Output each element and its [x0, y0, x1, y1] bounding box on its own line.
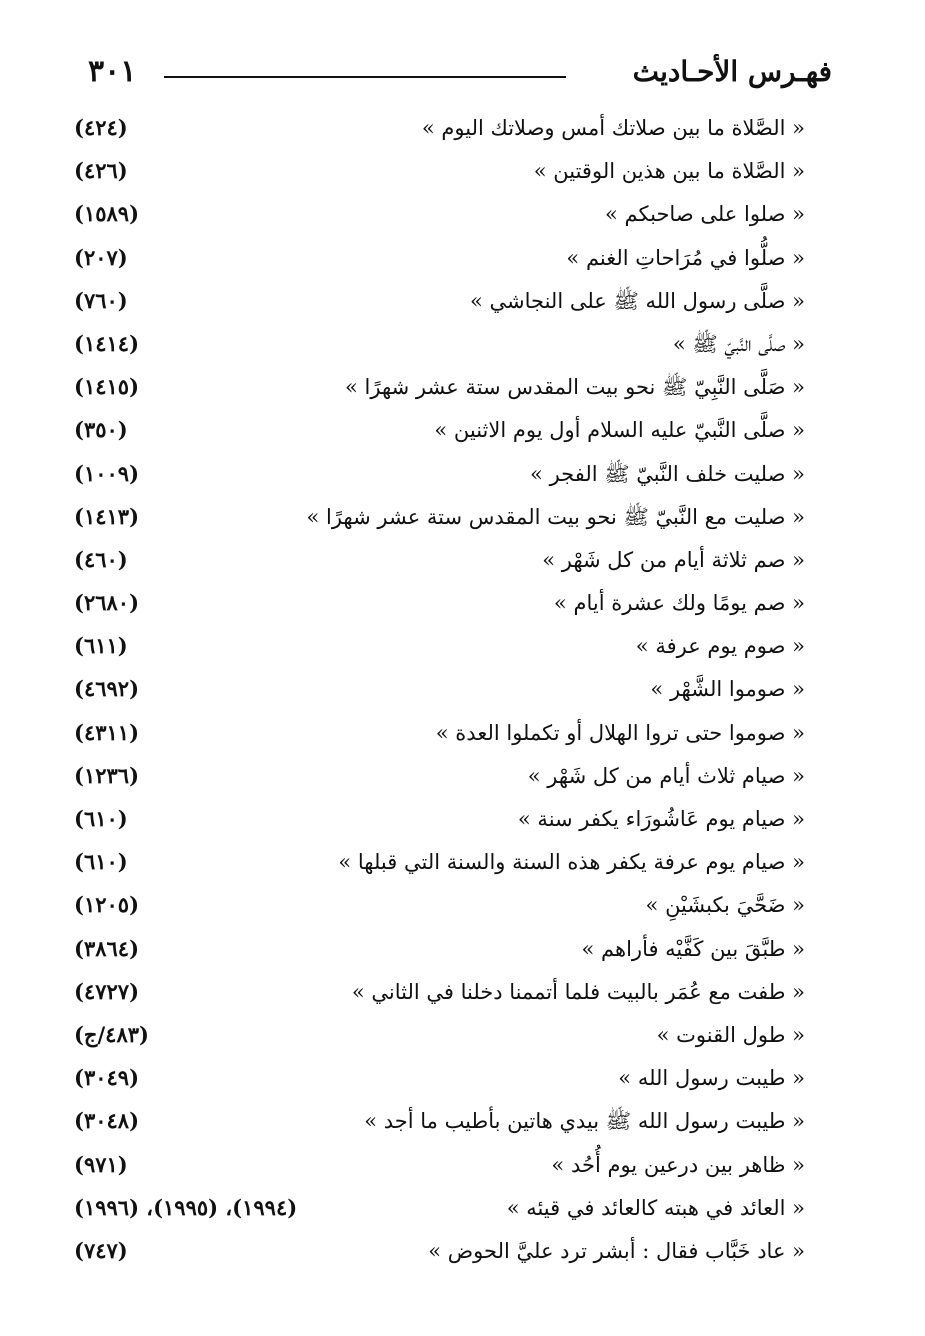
entry-reference: (٤٧٢٧) [74, 978, 139, 1004]
index-entry [0, 324, 925, 367]
entry-reference: (٤٢٦) [74, 158, 128, 184]
entry-text: « طفت مع عُمَر بالبيت فلما أتممنا دخلنا في الثاني » [351, 979, 805, 1004]
index-entry [0, 238, 925, 281]
entry-reference: (٤٨٣/ج) [74, 1021, 149, 1047]
index-entry [0, 540, 925, 583]
index-entry [0, 1101, 925, 1144]
entry-reference: (٧٤٧) [74, 1237, 128, 1263]
entry-text: « ضَحَّيَ بكبشَيْنِ » [645, 893, 805, 918]
entry-text: « ظاهر بين درعين يوم أُحُد » [551, 1152, 805, 1177]
entry-text: « صلَّى النَّبيّ ﷺ » [672, 331, 805, 356]
entry-reference: (١٩٩٤)، (١٩٩٥)، (١٩٩٦) [74, 1194, 298, 1220]
index-entry [0, 281, 925, 324]
entry-reference: (١٠٠٩) [74, 460, 139, 486]
index-entry [0, 842, 925, 885]
entry-text: « صليت مع النَّبيّ ﷺ نحو بيت المقدس ستة عشر شهرًا » [306, 504, 805, 529]
entry-text: « صلُّوا في مُرَاحاتِ الغنم » [566, 245, 805, 270]
index-entry [0, 669, 925, 712]
entry-reference: (٤٦٩٢) [74, 676, 139, 702]
entry-reference: (٢٠٧) [74, 244, 128, 270]
entry-text: « صوم يوم عرفة » [635, 634, 805, 659]
entry-reference: (٦١٠) [74, 806, 128, 831]
index-entry [0, 756, 925, 799]
index-entry [0, 626, 925, 669]
entry-text: « صيام ثلاث أيام من كل شَهْر » [527, 763, 805, 788]
entry-reference: (٤٢٤) [74, 115, 128, 140]
index-entry [0, 972, 925, 1015]
index-entry [0, 151, 925, 194]
entry-reference: (٣٠٤٩) [74, 1065, 139, 1091]
index-entry [0, 583, 925, 626]
entry-text: « صوموا الشَّهْر » [650, 677, 805, 702]
index-entry [0, 799, 925, 842]
entry-reference: (٣٥٠) [74, 417, 128, 443]
entry-text: « عاد خَبَّاب فقال : أبشر ترد عليَّ الحوض » [428, 1238, 805, 1263]
index-entry [0, 454, 925, 497]
entry-text: « صم يومًا ولك عشرة أيام » [553, 591, 805, 616]
entry-reference: (٤٣١١) [74, 719, 139, 745]
entry-reference: (١٤١٥) [74, 374, 139, 400]
index-entry [0, 367, 925, 410]
entry-reference: (٦١٠) [74, 849, 128, 875]
entry-text: « الصَّلاة ما بين صلاتك أمس وصلاتك اليوم » [421, 116, 805, 140]
entry-text: « صم ثلاثة أيام من كل شَهْر » [542, 547, 805, 572]
entry-reference: (١٢٣٦) [74, 762, 139, 788]
entry-reference: (٩٧١) [74, 1151, 128, 1177]
page-number: ٣٠١ [88, 54, 137, 89]
entry-reference: (١٤١٤) [74, 330, 139, 356]
entry-text: « العائد في هبته كالعائد في قيئه » [506, 1195, 805, 1220]
index-entry [0, 1145, 925, 1188]
index-entry [0, 497, 925, 540]
hadith-index-list [0, 108, 925, 1274]
index-entry [0, 1188, 925, 1231]
entry-reference: (١٥٨٩) [74, 201, 139, 227]
entry-text: « طبَّقَ بين كَفَّيْه فأراهم » [581, 936, 805, 961]
entry-reference: (٢٦٨٠) [74, 590, 139, 616]
entry-text: « صلَّى النَّبيّ عليه السلام أول يوم الاثنين » [434, 418, 805, 443]
entry-text: « طيبت رسول الله » [618, 1066, 805, 1091]
index-entry [0, 929, 925, 972]
entry-text: « صيام يوم عَاشُورَاء يكفر سنة » [517, 807, 805, 831]
entry-reference: (٣٨٦٤) [74, 935, 139, 961]
entry-reference: (١٢٠٥) [74, 892, 139, 918]
page-header [72, 54, 832, 94]
entry-text: « صيام يوم عرفة يكفر هذه السنة والسنة التي قبلها » [338, 850, 805, 875]
index-entry [0, 194, 925, 237]
entry-text: « الصَّلاة ما بين هذين الوقتين » [533, 159, 805, 184]
entry-text: « صلوا على صاحبكم » [605, 202, 805, 227]
entry-reference: (٤٦٠) [74, 546, 128, 572]
entry-text: « صليت خلف النَّبيّ ﷺ الفجر » [530, 461, 805, 486]
index-entry [0, 1231, 925, 1274]
entry-text: « طيبت رسول الله ﷺ بيدي هاتين بأطيب ما أجد » [364, 1109, 805, 1134]
entry-text: « صوموا حتى تروا الهلال أو تكملوا العدة » [435, 720, 805, 745]
entry-text: « صلَّى رسول الله ﷺ على النجاشي » [470, 288, 805, 313]
entry-text: « طول القنوت » [656, 1022, 805, 1047]
index-entry [0, 410, 925, 453]
header-rule [164, 76, 566, 78]
index-entry [0, 1015, 925, 1058]
entry-reference: (٣٠٤٨) [74, 1108, 139, 1134]
index-entry [0, 108, 925, 151]
entry-text: « صَلَّى النَّبِيّ ﷺ نحو بيت المقدس ستة عشر شهرًا » [345, 375, 805, 400]
entry-reference: (١٤١٣) [74, 503, 139, 529]
entry-reference: (٧٦٠) [74, 287, 128, 313]
index-entry [0, 1058, 925, 1101]
running-title: فهـرس الأحـاديث [632, 55, 832, 88]
entry-reference: (٦١١) [74, 633, 128, 659]
index-entry [0, 713, 925, 756]
index-entry [0, 885, 925, 928]
